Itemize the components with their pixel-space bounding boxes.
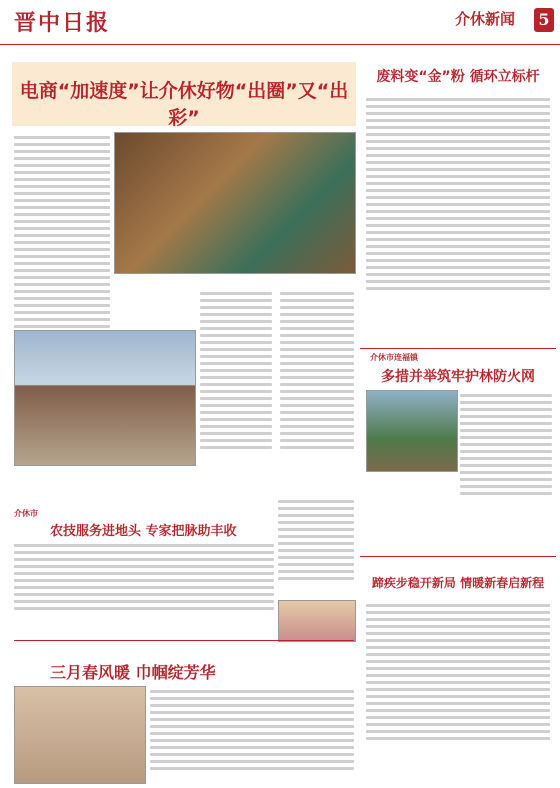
bottom-left-article [150, 686, 354, 782]
right-mid-article [460, 390, 552, 540]
women-photo-small [278, 600, 356, 642]
factory-photo [14, 330, 196, 466]
main-headline-box [12, 62, 356, 129]
page-number: 5 [534, 8, 554, 32]
right-mid-rule [360, 348, 556, 349]
main-headline: 电商“加速度”让介休好物“出圈”又“出彩” [19, 80, 349, 129]
lower-right-article [278, 496, 354, 616]
main-photo [114, 132, 356, 274]
section-title: 介休新闻 [455, 10, 516, 28]
bottom-left-rule [14, 640, 354, 641]
newspaper-logo: 晋中日报 [14, 10, 111, 36]
top-banner [12, 46, 356, 60]
right-mid-headline: 多措并举筑牢护林防火网 [381, 369, 535, 385]
forest-fire-photo [366, 390, 458, 472]
right-mid-label: 介休市连福镇 [370, 352, 418, 362]
lower-left-label: 介休市 [14, 508, 38, 518]
right-bottom-rule [360, 556, 556, 557]
main-article-col-2 [200, 288, 272, 470]
right-top-article [366, 94, 550, 344]
lower-left-headline: 农技服务进地头 专家把脉助丰收 [50, 524, 237, 539]
right-top-box [360, 50, 556, 350]
bottom-left-headline: 三月春风暖 巾帼绽芳华 [50, 663, 216, 682]
lower-left-article [14, 540, 274, 620]
right-top-headline: 废料变“金”粉 循环立标杆 [376, 69, 540, 85]
right-bottom-headline: 蹄疾步稳开新局 情暖新春启新程 [371, 576, 545, 590]
right-bottom-article [366, 600, 550, 780]
main-article-col-3 [280, 288, 354, 470]
right-mid-box [360, 352, 556, 552]
women-photo [14, 686, 146, 784]
right-bottom-box [360, 560, 556, 786]
masthead [0, 0, 560, 45]
